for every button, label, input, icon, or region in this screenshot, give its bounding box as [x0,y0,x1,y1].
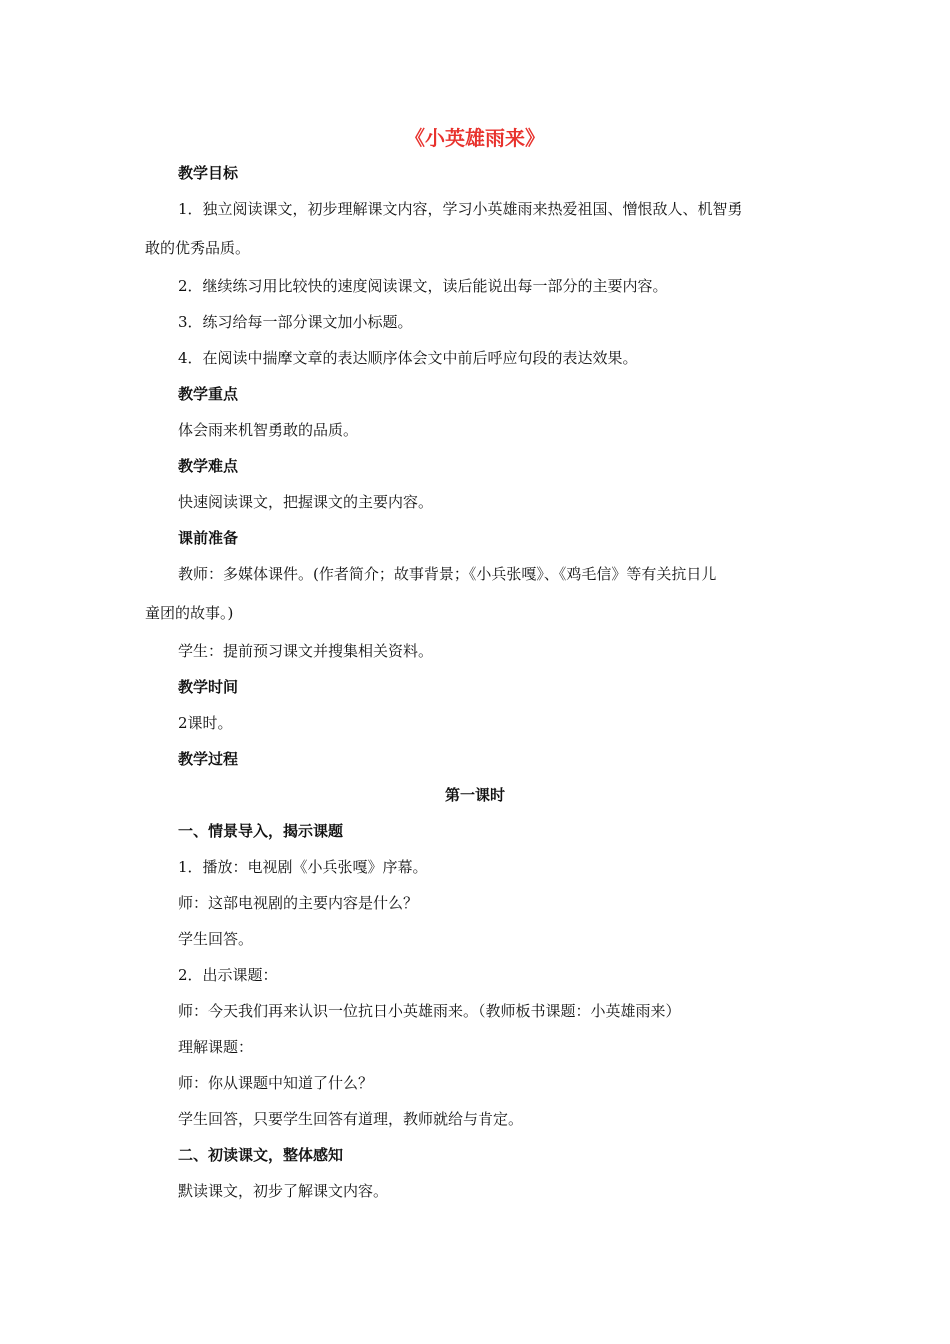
lesson-1-heading: 第一课时 [444,786,505,804]
difficulty-text: 快速阅读课文，把握课文的主要内容。 [178,493,434,511]
difficulty-heading: 教学难点 [178,457,239,475]
key-points-text: 体会雨来机智勇敢的品质。 [178,421,359,439]
section-1-heading: 一、情景导入，揭示课题 [178,822,344,840]
objective-1-line-1: 1．独立阅读课文，初步理解课文内容，学习小英雄雨来热爱祖国、憎恨敌人、机智勇 [178,200,743,218]
section-1-line-2: 师：这部电视剧的主要内容是什么？ [178,894,419,912]
section-1-line-5: 师：今天我们再来认识一位抗日小英雄雨来。（教师板书课题：小英雄雨来） [178,1002,681,1020]
section-1-line-6: 理解课题： [178,1038,254,1056]
objectives-heading: 教学目标 [178,164,239,182]
preparation-teacher-line-1: 教师：多媒体课件。(作者简介；故事背景；《小兵张嘎》、《鸡毛信》等有关抗日儿 [178,565,717,583]
key-points-heading: 教学重点 [178,385,239,403]
preparation-teacher-line-2: 童团的故事。) [145,604,234,622]
objective-3: 3．练习给每一部分课文加小标题。 [178,313,413,331]
section-2-line-1: 默读课文，初步了解课文内容。 [178,1182,389,1200]
objective-1-line-2: 敢的优秀品质。 [145,239,251,257]
section-1-line-3: 学生回答。 [178,930,254,948]
section-2-heading: 二、初读课文，整体感知 [178,1146,344,1164]
teaching-time-heading: 教学时间 [178,678,239,696]
section-1-line-1: 1．播放：电视剧《小兵张嘎》序幕。 [178,858,428,876]
document-title: 《小英雄雨来》 [405,126,545,150]
section-1-line-8: 学生回答，只要学生回答有道理，教师就给与肯定。 [178,1110,524,1128]
teaching-time-text: 2课时。 [178,714,233,732]
section-1-line-4: 2．出示课题： [178,966,278,984]
objective-4: 4．在阅读中揣摩文章的表达顺序体会文中前后呼应句段的表达效果。 [178,349,638,367]
section-1-line-7: 师：你从课题中知道了什么？ [178,1074,374,1092]
objective-2: 2．继续练习用比较快的速度阅读课文，读后能说出每一部分的主要内容。 [178,277,668,295]
preparation-student: 学生：提前预习课文并搜集相关资料。 [178,642,434,660]
preparation-heading: 课前准备 [178,529,239,547]
process-heading: 教学过程 [178,750,239,768]
